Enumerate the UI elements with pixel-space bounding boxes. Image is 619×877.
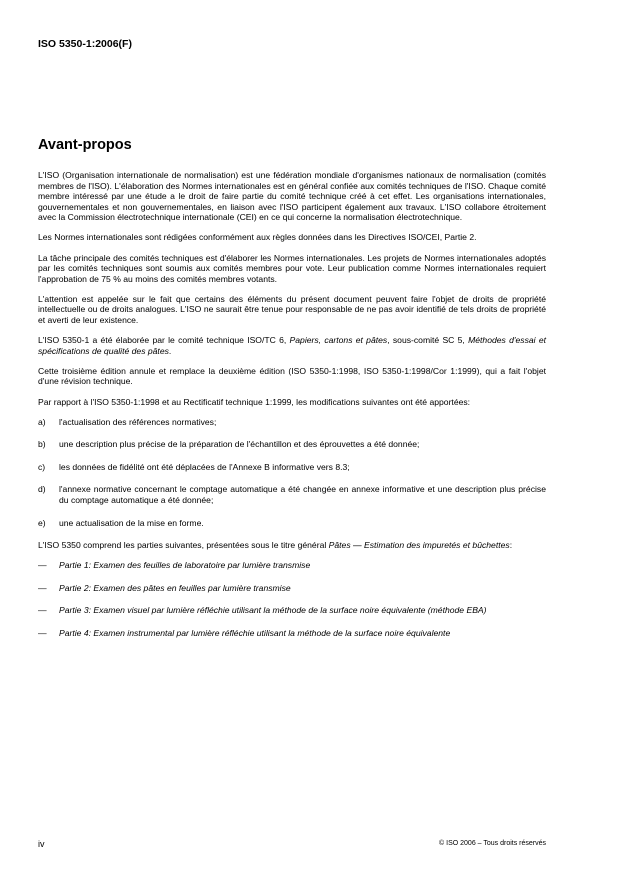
parts-intro-end: : bbox=[509, 540, 513, 551]
list-item bbox=[38, 518, 546, 529]
list-item-text: les données de fidélité ont été déplacées de l'Annexe B informative vers 8.3; bbox=[59, 461, 350, 472]
prepared-by-subcommittee: Méthodes d'essai et spécifications de qualité des pâtes bbox=[38, 335, 547, 356]
list-item bbox=[38, 462, 546, 473]
dash-marker: — bbox=[38, 582, 47, 593]
list-item bbox=[38, 439, 546, 450]
dash-marker: — bbox=[38, 560, 47, 571]
list-item bbox=[38, 605, 546, 616]
list-item bbox=[38, 417, 546, 428]
list-item-text: une description plus précise de la préparation de l'échantillon et des éprouvettes a été donnée; bbox=[59, 439, 420, 450]
parts-intro-text: L'ISO 5350 comprend les parties suivantes, présentées sous le titre général bbox=[38, 540, 329, 551]
paragraph-patent-rights: L'attention est appelée sur le fait que certains des éléments du présent document peuvent faire l'objet de droits de propriété intellectuelle ou de droits analogues. L'ISO ne saurait être tenue pour responsable de ne pas avoir identifié de tels droits de propriété et averti de leur existence. bbox=[38, 293, 546, 326]
paragraph-changes-intro: Par rapport à l'ISO 5350-1:1998 et au Rectificatif technique 1:1999, les modifications suivantes ont été apportées: bbox=[38, 396, 471, 407]
paragraph-technical-committees: La tâche principale des comités techniques est d'élaborer les Normes internationales. Les projets de Normes internationales adoptés par les comités techniques sont soumis aux comités membres pour vote. Leur publication comme Normes internationales requiert l'approbation de 75 % au moins des comités membres votants. bbox=[38, 252, 546, 284]
dash-marker: — bbox=[38, 628, 47, 639]
list-item-text: une actualisation de la mise en forme. bbox=[59, 517, 204, 528]
list-item bbox=[38, 583, 546, 594]
part-title: Partie 1: Examen des feuilles de laboratoire par lumière transmise bbox=[59, 560, 311, 571]
prepared-by-text: L'ISO 5350-1 a été élaborée par le comité technique ISO/TC 6, bbox=[38, 335, 290, 346]
prepared-by-committee: Papiers, cartons et pâtes bbox=[289, 335, 388, 346]
page-number: iv bbox=[38, 839, 45, 849]
section-title: Avant-propos bbox=[38, 137, 132, 153]
list-marker: e) bbox=[38, 517, 46, 528]
paragraph-directives: Les Normes internationales sont rédigées conformément aux règles données dans les Directives ISO/CEI, Partie 2. bbox=[38, 232, 477, 243]
parts-general-title: Pâtes — Estimation des impuretés et bûchettes bbox=[328, 540, 510, 551]
list-item bbox=[38, 484, 546, 505]
dash-marker: — bbox=[38, 605, 47, 616]
paragraph-parts-intro bbox=[38, 540, 546, 551]
list-item bbox=[38, 560, 546, 571]
part-title: Partie 3: Examen visuel par lumière réfléchie utilisant la méthode de la surface noire équivalente (méthode EBA) bbox=[59, 605, 487, 616]
parts-list bbox=[38, 560, 546, 638]
prepared-by-end: . bbox=[168, 345, 172, 356]
part-title: Partie 2: Examen des pâtes en feuilles par lumière transmise bbox=[59, 582, 291, 593]
prepared-by-subcommittee-text: , sous-comité SC 5, bbox=[387, 335, 469, 346]
list-marker: b) bbox=[38, 439, 46, 450]
list-marker: c) bbox=[38, 461, 46, 472]
list-marker: d) bbox=[38, 484, 46, 495]
foreword-body bbox=[38, 170, 546, 651]
list-item-text: l'annexe normative concernant le comptage automatique a été changée en annexe informative et une description plus précise du comptage automatique a été donnée; bbox=[59, 484, 546, 505]
copyright-notice: © ISO 2006 – Tous droits réservés bbox=[439, 840, 546, 847]
changes-list bbox=[38, 417, 546, 529]
part-title: Partie 4: Examen instrumental par lumière réfléchie utilisant la méthode de la surface noire équivalente bbox=[59, 628, 451, 639]
paragraph-edition: Cette troisième édition annule et remplace la deuxième édition (ISO 5350-1:1998, ISO 5350-1:1998/Cor 1:1999), qui a fait l'objet d'une révision technique. bbox=[38, 365, 546, 387]
list-marker: a) bbox=[38, 416, 46, 427]
list-item bbox=[38, 628, 546, 639]
paragraph-iso-intro: L'ISO (Organisation internationale de normalisation) est une fédération mondiale d'organismes nationaux de normalisation (comités membres de l'ISO). L'élaboration des Normes internationales est en général confiée aux comités techniques de l'ISO. Chaque comité membre intéressé par une étude a le droit de faire partie du comité technique créé à cet effet. Les organisations internationales, gouvernementales et non gouvernementales, en liaison avec l'ISO participent également aux travaux. L'ISO collabore étroitement avec la Commission électrotechnique internationale (CEI) en ce qui concerne la normalisation électrotechnique. bbox=[38, 170, 546, 223]
document-header: ISO 5350-1:2006(F) bbox=[38, 38, 132, 50]
paragraph-prepared-by bbox=[38, 335, 546, 356]
list-item-text: l'actualisation des références normatives; bbox=[59, 416, 217, 427]
